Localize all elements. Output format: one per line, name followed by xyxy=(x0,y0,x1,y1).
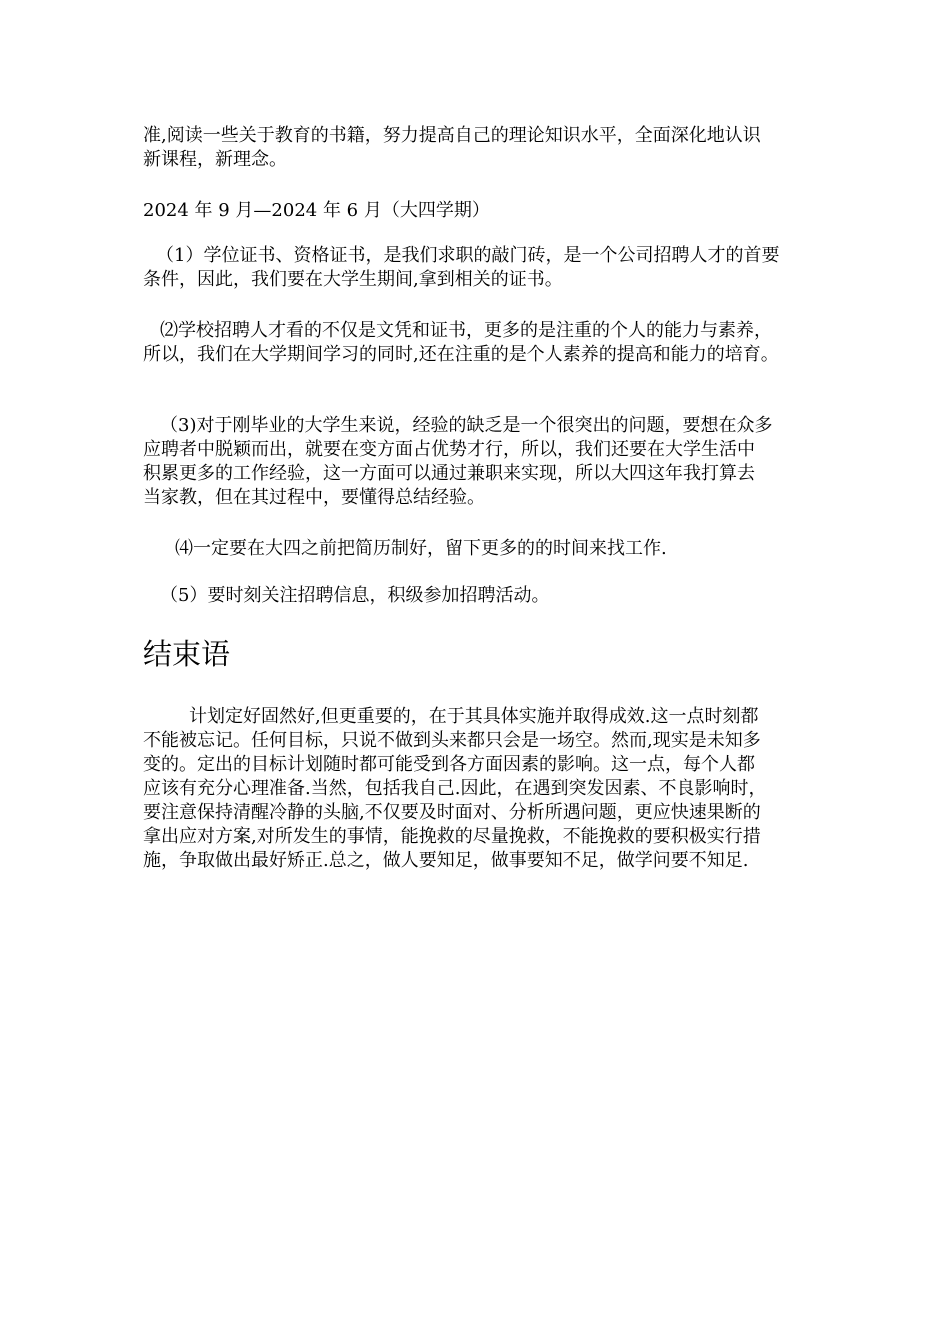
conclusion-paragraph xyxy=(143,705,823,873)
period-label: 2024 年 9 月—2024 年 6 月（大四学期） xyxy=(143,200,490,221)
text-line: ⑷一定要在大四之前把简历制好，留下更多的的时间来找工作. xyxy=(175,538,667,559)
text-line: 应该有充分心理准备.当然，包括我自己.因此，在遇到突发因素、不良影响时， xyxy=(143,778,767,799)
text-line: 施，争取做出最好矫正.总之，做人要知足，做事要知不足，做学问要不知足. xyxy=(143,850,749,871)
text-line: （3)对于刚毕业的大学生来说，经验的缺乏是一个很突出的问题，要想在众多 xyxy=(160,415,773,436)
text-line: 当家教，但在其过程中，要懂得总结经验。 xyxy=(143,487,485,508)
item-paragraph-2 xyxy=(143,319,830,367)
conclusion-heading: 结束语 xyxy=(143,637,231,671)
text-line: 所以，我们在大学期间学习的同时,还在注重的是个人素养的提高和能力的培育。 xyxy=(143,344,779,365)
text-line: 准,阅读一些关于教育的书籍，努力提高自己的理论知识水平，全面深化地认识 xyxy=(143,125,761,146)
text-line: ⑵学校招聘人才看的不仅是文凭和证书，更多的是注重的个人的能力与素养， xyxy=(160,320,772,341)
text-line: 积累更多的工作经验，这一方面可以通过兼职来实现，所以大四这年我打算去 xyxy=(143,463,755,484)
intro-paragraph xyxy=(143,124,823,172)
item-paragraph-4 xyxy=(175,537,825,561)
text-line: 拿出应对方案,对所发生的事情，能挽救的尽量挽救，不能挽救的要积极实行措 xyxy=(143,826,761,847)
text-line: （5）要时刻关注招聘信息，积级参加招聘活动。 xyxy=(160,585,550,606)
text-line: （1）学位证书、资格证书，是我们求职的敲门砖，是一个公司招聘人才的首要 xyxy=(156,245,780,266)
item-paragraph-5 xyxy=(160,584,810,608)
text-line: 新课程，新理念。 xyxy=(143,149,287,170)
text-line: 应聘者中脱颖而出，就要在变方面占优势才行，所以，我们还要在大学生活中 xyxy=(143,439,755,460)
text-line: 变的。定出的目标计划随时都可能受到各方面因素的影响。这一点，每个人都 xyxy=(143,754,755,775)
text-line: 计划定好固然好,但更重要的，在于其具体实施并取得成效.这一点时刻都 xyxy=(189,706,759,727)
item-paragraph-3 xyxy=(143,414,830,510)
item-paragraph-1 xyxy=(143,244,826,292)
text-line: 条件，因此，我们要在大学生期间,拿到相关的证书。 xyxy=(143,269,563,290)
text-line: 不能被忘记。任何目标，只说不做到头来都只会是一场空。然而,现实是未知多 xyxy=(143,730,761,751)
text-line: 要注意保持清醒冷静的头脑,不仅要及时面对、分析所遇问题，更应快速果断的 xyxy=(143,802,761,823)
